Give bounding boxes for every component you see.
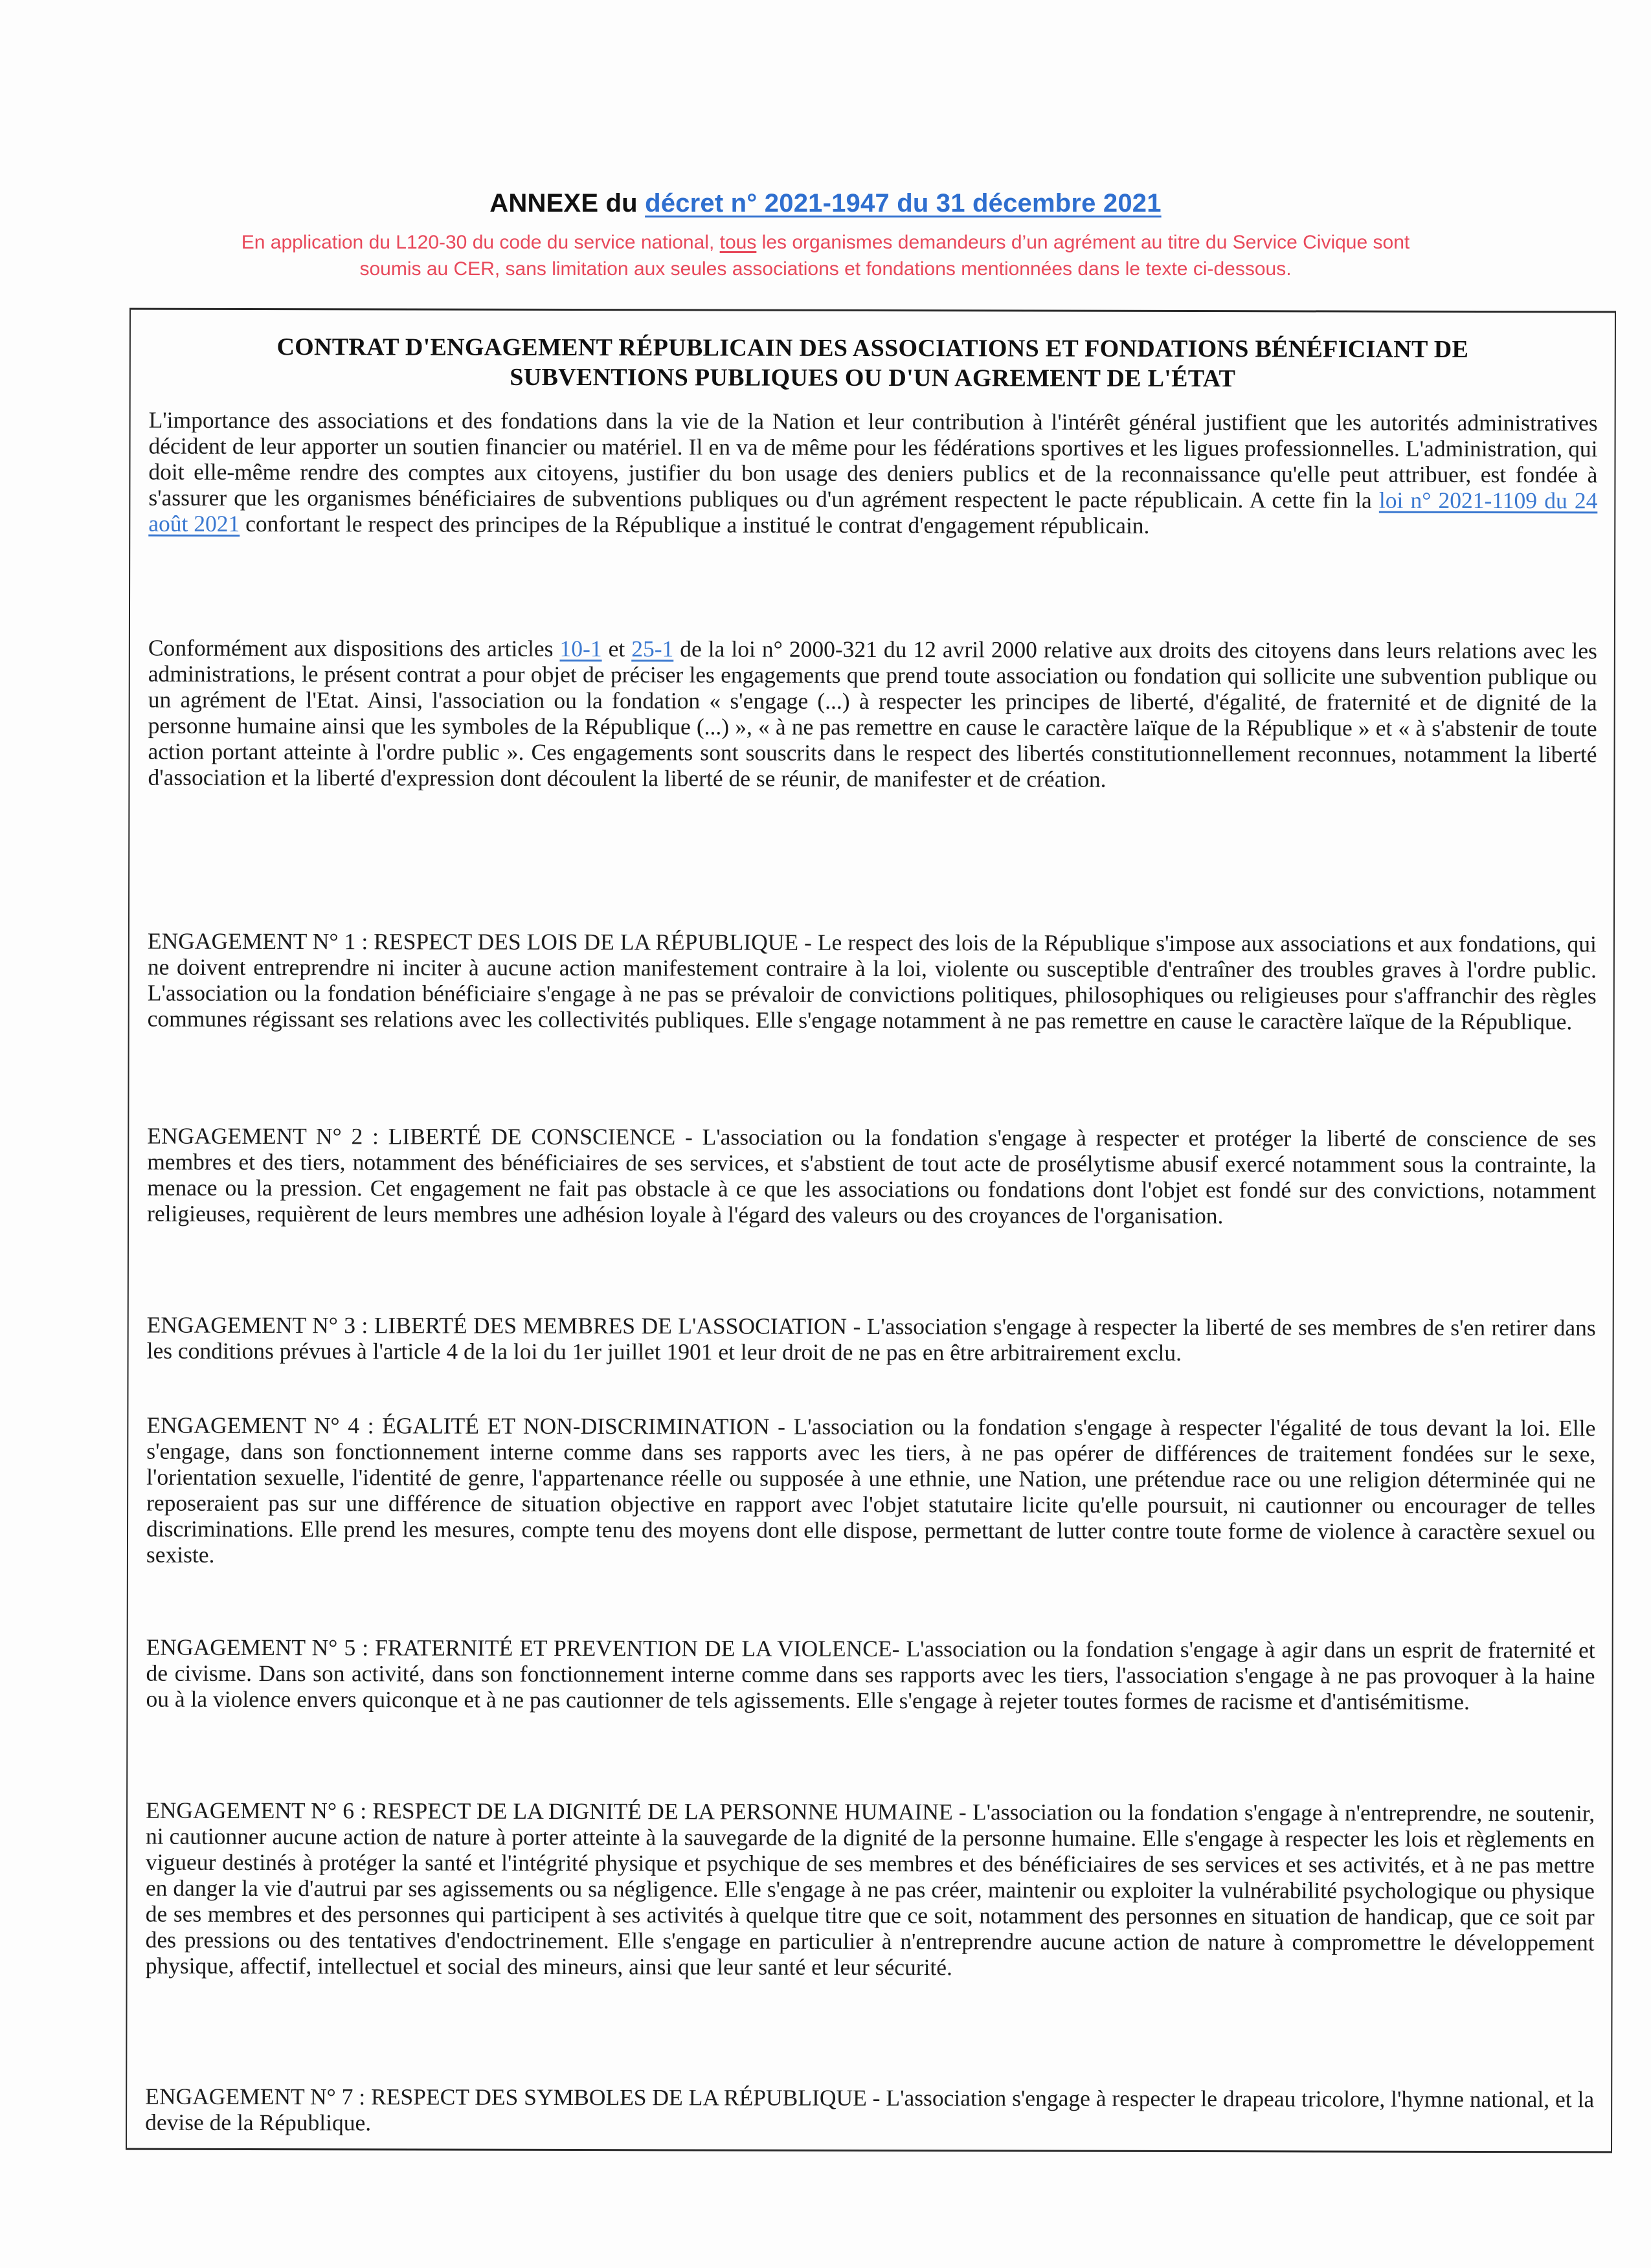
- loi-2021-1109-link[interactable]: loi n° 2021-1109 du 24 août 2021: [148, 487, 1598, 537]
- engagement-7: [145, 2084, 1594, 2139]
- annex-prefix: ANNEXE du: [489, 189, 646, 217]
- article-25-1-link[interactable]: 25-1: [631, 636, 674, 662]
- contract-title-line-2: SUBVENTIONS PUBLIQUES OU D'UN AGREMENT DE L'ÉTAT: [510, 363, 1236, 393]
- engagement-6-text: L'association ou la fondation s'engage à n'entreprendre, ne soutenir, ni cautionner aucune action de nature à porter atteinte à la sauvegarde de la dignité de la personne humaine. Elle s'engage à respecter les lois et règlements en vigueur destinés à protéger la santé et l'intégrité physique et psychique de ses membres et des bénéficiaires de ses services et ses activités, et à ne pas mettre en danger la vie d'autrui par ses agissements ou sa négligence. Elle s'engage à ne pas créer, maintenir ou exploiter la vulnérabilité psychologique ou physique de ses membres et des personnes qui participent à ses activités à quelque titre que ce soit, notamment des personnes en situation de handicap, que ce soit par des pressions ou des tentatives d'endoctrinement. Elle s'engage en particulier à n'entreprendre aucune action de nature à compromettre le développement physique, affectif, intellectuel et social des mineurs, ainsi que leur santé et leur sécurité.: [145, 1799, 1595, 1981]
- intro-paragraph-1: L'importance des associations et des fondations dans la vie de la Nation et leur contribution à l'intérêt général justifient que les autorités administratives décident de leur apporter un soutien financier ou matériel. Il en va de même pour les fédérations sportives et les ligues professionnelles. L'administration, qui doit elle-même rendre des comptes aux citoyens, justifier du bon usage des deniers publics et de la reconnaissance qu'elle peut attribuer, est fondée à s'assurer que les organismes bénéficiaires de subventions publiques ou d'un agrément respectent le pacte républicain. A cette fin la loi n° 2021-1109 du 24 août 2021 confortant le respect des principes de la République a institué le contrat d'engagement républicain.: [148, 406, 1598, 539]
- engagement-4: [146, 1412, 1595, 1571]
- contract-title: [131, 332, 1615, 395]
- engagement-5: [146, 1634, 1595, 1715]
- contract-title-line-1: CONTRAT D'ENGAGEMENT RÉPUBLICAIN DES ASSOCIATIONS ET FONDATIONS BÉNÉFICIANT DE: [276, 333, 1469, 363]
- engagement-2-text: L'association ou la fondation s'engage à respecter et protéger la liberté de conscience de ses membres et des tiers, notamment des bénéficiaires de ses services, et s'abstient de tout acte de prosélytisme abusif exercé notamment sous la contrainte, la menace ou la pression. Cet engagement ne fait pas obstacle à ce que les associations ou fondations dont l'objet est fondé sur des convictions, notamment religieuses, requièrent de leurs membres une adhésion loyale à l'égard des valeurs ou des croyances de l'organisation.: [147, 1124, 1597, 1229]
- note-emphasis-tous: tous: [719, 232, 757, 253]
- engagement-7-heading: ENGAGEMENT N° 7 : RESPECT DES SYMBOLES DE LA RÉPUBLIQUE -: [145, 2083, 886, 2111]
- article-10-1-link[interactable]: 10-1: [559, 635, 602, 662]
- engagement-6-heading: ENGAGEMENT N° 6 : RESPECT DE LA DIGNITÉ DE LA PERSONNE HUMAINE -: [146, 1797, 973, 1825]
- engagement-1-heading: ENGAGEMENT N° 1 : RESPECT DES LOIS DE LA RÉPUBLIQUE -: [147, 928, 818, 955]
- note-line-1: En application du L120-30 du code du service national, tous les organismes demandeurs d’un agrément au titre du Service Civique sont: [241, 232, 1410, 253]
- engagement-1-text: Le respect des lois de la République s'impose aux associations et aux fondations, qui ne doivent entreprendre ni inciter à aucune action manifestement contraire à la loi, violente ou susceptible d'entraîner des troubles graves à l'ordre public. L'association ou la fondation bénéficiaire s'engage à ne pas se prévaloir de convictions politiques, philosophiques ou religieuses pour s'affranchir des règles communes régissant ses relations avec les collectivités publiques. Elle s'engage notamment à ne pas remettre en cause le caractère laïque de la République.: [147, 929, 1597, 1035]
- engagement-3-text: L'association s'engage à respecter la liberté de ses membres de s'en retirer dans les conditions prévues à l'article 4 de la loi du 1er juillet 1901 et leur droit de ne pas en être arbitrairement exclu.: [146, 1313, 1596, 1366]
- engagement-4-heading: ENGAGEMENT N° 4 : ÉGALITÉ ET NON-DISCRIMINATION -: [146, 1412, 794, 1440]
- engagement-6: [146, 1797, 1595, 1982]
- annex-title: [0, 189, 1651, 218]
- engagement-7-text: L'association s'engage à respecter le drapeau tricolore, l'hymne national, et la devise de la République.: [145, 2085, 1595, 2136]
- decree-link[interactable]: décret n° 2021-1947 du 31 décembre 2021: [645, 189, 1162, 217]
- engagement-3: [147, 1312, 1596, 1367]
- engagement-5-heading: ENGAGEMENT N° 5 : FRATERNITÉ ET PREVENTION DE LA VIOLENCE-: [146, 1634, 906, 1662]
- service-civique-note: [0, 229, 1651, 282]
- note-line-2: soumis au CER, sans limitation aux seules associations et fondations mentionnées dans le texte ci-dessous.: [359, 258, 1292, 280]
- engagement-1: [148, 928, 1597, 1035]
- engagement-5-text: L'association ou la fondation s'engage à agir dans un esprit de fraternité et de civisme. Dans son activité, dans son fonctionnement interne comme dans ses rapports avec les tiers, l'association s'engage à ne pas provoquer à la haine ou à la violence envers quiconque et à ne pas cautionner de tels agissements. Elle s'engage à rejeter toutes formes de racisme et d'antisémitisme.: [146, 1636, 1595, 1715]
- engagement-2-heading: ENGAGEMENT N° 2 : LIBERTÉ DE CONSCIENCE -: [147, 1122, 702, 1150]
- engagement-2: [147, 1123, 1596, 1230]
- contract-box: [126, 308, 1616, 2153]
- engagement-4-text: L'association ou la fondation s'engage à respecter l'égalité de tous devant la loi. Elle s'engage, dans son fonctionnement interne comme dans ses rapports avec les tiers, à ne pas opérer de différences de traitement fondées sur le sexe, l'orientation sexuelle, l'identité de genre, l'appartenance réelle ou supposée à une ethnie, une Nation, une prétendue race ou une religion déterminée qui ne reposeraient pas sur une différence de situation objective en rapport avec l'objet statutaire licite qu'elle poursuit, ni cautionner ou encourager de telles discriminations. Elle prend les mesures, compte tenu des moyens dont elle dispose, permettant de lutter contre toute forme de violence à caractère sexuel ou sexiste.: [146, 1413, 1596, 1568]
- engagement-3-heading: ENGAGEMENT N° 3 : LIBERTÉ DES MEMBRES DE L'ASSOCIATION -: [146, 1311, 867, 1339]
- intro-paragraph-2: Conformément aux dispositions des articles 10-1 et 25-1 de la loi n° 2000-321 du 12 avril 2000 relative aux droits des citoyens dans leurs relations avec les administrations, le présent contrat a pour objet de préciser les engagements que prend toute association ou fondation qui sollicite une subvention publique ou un agrément de l'Etat. Ainsi, l'association ou la fondation « s'engage (...) à respecter les principes de liberté, d'égalité, de fraternité et de dignité de la personne humaine ainsi que les symboles de la République (...) », « à ne pas remettre en cause le caractère laïque de la République » et « à s'abstenir de toute action portant atteinte à l'ordre public ». Ces engagements sont souscrits dans le respect des libertés constitutionnellement reconnues, notamment la liberté d'association et la liberté d'expression dont découlent la liberté de se réunir, de manifester et de création.: [148, 634, 1597, 792]
